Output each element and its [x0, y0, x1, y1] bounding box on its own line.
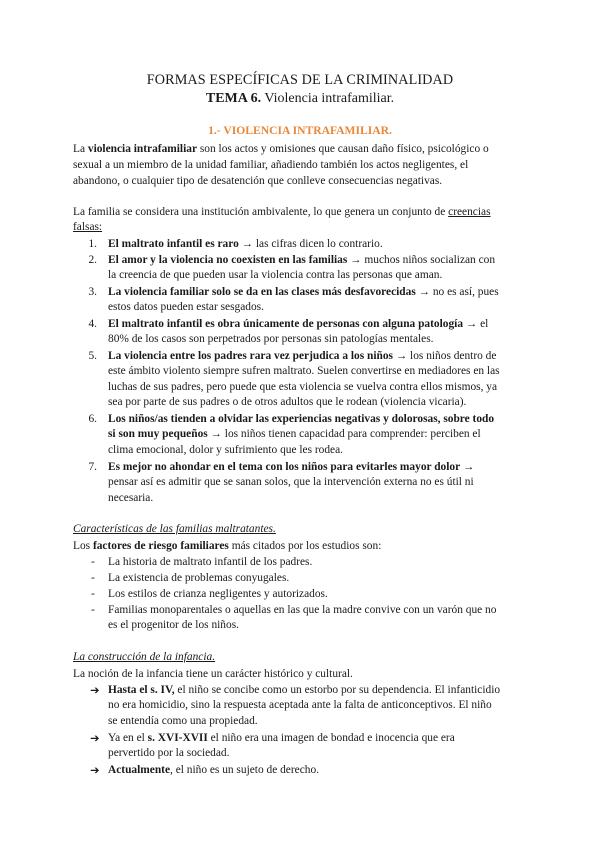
- list-item-line: se entendía como una propiedad.: [108, 715, 258, 727]
- list-bullet: -: [91, 572, 95, 584]
- list-item-line: pervertido por la sociedad.: [108, 747, 230, 759]
- list-item-line: pensar así es admitir que se sanan solos, que la intervención externa no es útil ni: [108, 476, 474, 488]
- list-item: El maltrato infantil es obra únicamente de personas con alguna patología → el: [108, 318, 489, 330]
- list-number: 3.: [88, 286, 97, 298]
- topic-name: Violencia intrafamiliar.: [261, 91, 395, 106]
- list-item: El amor y la violencia no coexisten en las familias → muchos niños socializan con: [108, 254, 496, 266]
- list-item-line: este ámbito violento siempre sufren maltrato. Suelen convertirse en mediadores en las: [108, 365, 500, 377]
- list-item: Los estilos de crianza negligentes y autorizados.: [108, 588, 328, 600]
- topic-title: [0, 91, 600, 107]
- list-item-line: no era homicidio, sino la respuesta aceptada ante la falta de anticonceptivos. El niño: [108, 699, 492, 711]
- list-item: Ya en el s. XVI-XVII el niño era una imagen de bondad e inocencia que era: [108, 732, 455, 744]
- list-item-line: 80% de los casos son perpetrados por personas sin patologías mentales.: [108, 333, 434, 345]
- paragraph-line: abandono, o cualquier tipo de desatención que conlleve consecuencias negativas.: [73, 175, 443, 187]
- list-item: Es mejor no ahondar en el tema con los niños para evitarles mayor dolor →: [108, 461, 475, 473]
- arrow-bullet-icon: ➔: [90, 731, 100, 745]
- list-number: 5.: [88, 350, 97, 362]
- list-item-line: necesaria.: [108, 492, 154, 504]
- section-heading: 1.- VIOLENCIA INTRAFAMILIAR.: [208, 124, 392, 137]
- list-number: 7.: [88, 461, 97, 473]
- list-item-line: estos datos pueden estar sesgados.: [108, 301, 264, 313]
- list-bullet: -: [91, 588, 95, 600]
- list-item: Actualmente, el niño es un sujeto de derecho.: [108, 764, 319, 776]
- paragraph-line: La violencia intrafamiliar son los actos y omisiones que causan daño físico, psicológico o: [73, 143, 489, 155]
- subsection-heading: La construcción de la infancia.: [73, 651, 216, 663]
- paragraph-line: La noción de la infancia tiene un carácter histórico y cultural.: [73, 668, 353, 680]
- list-number: 4.: [88, 318, 97, 330]
- arrow-bullet-icon: ➔: [90, 763, 100, 777]
- list-number: 1.: [88, 238, 97, 250]
- topic-number: TEMA 6.: [205, 91, 262, 106]
- list-item: El maltrato infantil es raro → las cifras dicen lo contrario.: [108, 238, 383, 250]
- list-item-line: sea por parte de sus padres o de otros adultos que le rodean (violencia vicaria).: [108, 396, 467, 408]
- list-item: Los niños/as tienden a olvidar las experiencias negativas y dolorosas, sobre todo: [108, 413, 495, 425]
- arrow-bullet-icon: ➔: [90, 683, 100, 697]
- paragraph-line: Los factores de riesgo familiares más citados por los estudios son:: [73, 540, 382, 552]
- paragraph-line: falsas:: [73, 221, 103, 233]
- list-number: 2.: [88, 254, 97, 266]
- list-item: La violencia entre los padres rara vez perjudica a los niños → los niños dentro de: [108, 350, 497, 362]
- paragraph-line: La familia se considera una institución ambivalente, lo que genera un conjunto de creencias: [73, 206, 491, 218]
- list-item: La existencia de problemas conyugales.: [108, 572, 290, 584]
- list-item-line: si son muy pequeños → los niños tienen capacidad para comprender: perciben el: [108, 428, 481, 440]
- subsection-heading: Características de las familias maltratantes.: [73, 523, 276, 535]
- list-item-line: clima emocional, dolor y sufrimiento que les rodea.: [108, 444, 344, 456]
- list-item: Familias monoparentales o aquellas en las que la madre convive con un varón que no: [108, 604, 497, 616]
- list-bullet: -: [91, 604, 95, 616]
- list-item: La violencia familiar solo se da en las clases más desfavorecidas → no es así, pues: [108, 286, 499, 298]
- list-item: Hasta el s. IV, el niño se concibe como un estorbo por su dependencia. El infanticidio: [108, 684, 501, 696]
- list-item-line: es el progenitor de los niños.: [108, 619, 239, 631]
- document-title: FORMAS ESPECÍFICAS DE LA CRIMINALIDAD: [146, 72, 454, 88]
- list-bullet: -: [91, 556, 95, 568]
- list-item-line: luchas de sus padres, pero puede que esta violencia se vuelva contra ellos mismos, ya: [108, 381, 498, 393]
- list-item: La historia de maltrato infantil de los padres.: [108, 556, 313, 568]
- list-item-line: la creencia de que pueden usar la violencia contra las personas que aman.: [108, 269, 443, 281]
- paragraph-line: sexual a un miembro de la unidad familiar, añadiendo también los actos negligentes, el: [73, 159, 469, 171]
- list-number: 6.: [88, 413, 97, 425]
